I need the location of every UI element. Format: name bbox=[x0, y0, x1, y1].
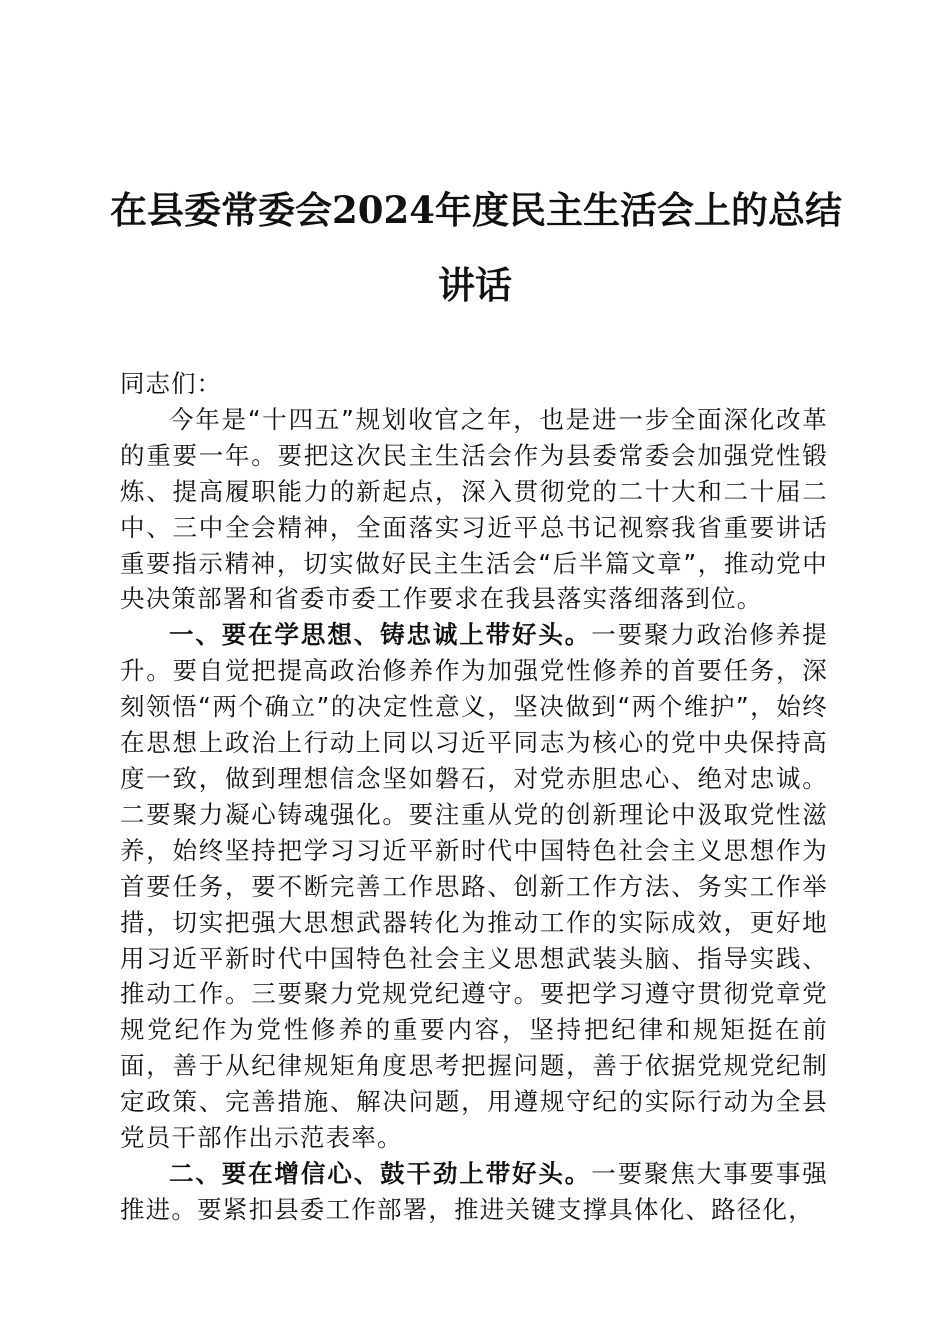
document-body bbox=[120, 366, 828, 1228]
section-heading-1: 一、要在学思想、铸忠诚上带好头。 bbox=[169, 620, 592, 650]
paragraph-section-2 bbox=[120, 1156, 828, 1228]
document-title bbox=[110, 190, 840, 305]
salutation: 同志们： bbox=[120, 369, 222, 398]
paragraph-section-1 bbox=[120, 617, 828, 1156]
title-line-2: 讲话 bbox=[438, 263, 512, 307]
section-heading-2: 二、要在增信心、鼓干劲上带好头。 bbox=[169, 1158, 592, 1188]
title-line-1: 在县委常委会2024年度民主生活会上的总结 bbox=[110, 188, 842, 232]
paragraph-intro bbox=[120, 402, 828, 617]
paragraph-text: 今年是“十四五”规划收官之年，也是进一步全面深化改革的重要一年。要把这次民主生活会作为县委常委会加强党性锻炼、提高履职能力的新起点，深入贯彻党的二十大和二十届二中、三中全会精神，全面落实习近平总书记视察我省重要讲话重要指示精神，切实做好民主生活会“后半篇文章”，推动党中央决策部署和省委市委工作要求在我县落实落细落到位。 bbox=[120, 404, 828, 614]
paragraph-text: 一要聚力政治修养提升。要自觉把提高政治修养作为加强党性修养的首要任务，深刻领悟“两个确立”的决定性意义，坚决做到“两个维护”，始终在思想上政治上行动上同以习近平同志为核心的党中央保持高度一致，做到理想信念坚如磐石，对党赤胆忠心、绝对忠诚。二要聚力凝心铸魂强化。要注重从党的创新理论中汲取党性滋养，始终坚持把学习习近平新时代中国特色社会主义思想作为首要任务，要不断完善工作思路、创新工作方法、务实工作举措，切实把强大思想武器转化为推动工作的实际成效，更好地用习近平新时代中国特色社会主义思想武装头脑、指导实践、推动工作。三要聚力党规党纪遵守。要把学习遵守贯彻党章党规党纪作为党性修养的重要内容，坚持把纪律和规矩挺在前面，善于从纪律规矩角度思考把握问题，善于依据党规党纪制定政策、完善措施、解决问题，用遵规守纪的实际行动为全县党员干部作出示范表率。 bbox=[120, 620, 828, 1153]
paragraph-text: 一要聚焦大事要事强推进。要紧扣县委工作部署，推进关键支撑具体化、路径化， bbox=[120, 1158, 828, 1224]
